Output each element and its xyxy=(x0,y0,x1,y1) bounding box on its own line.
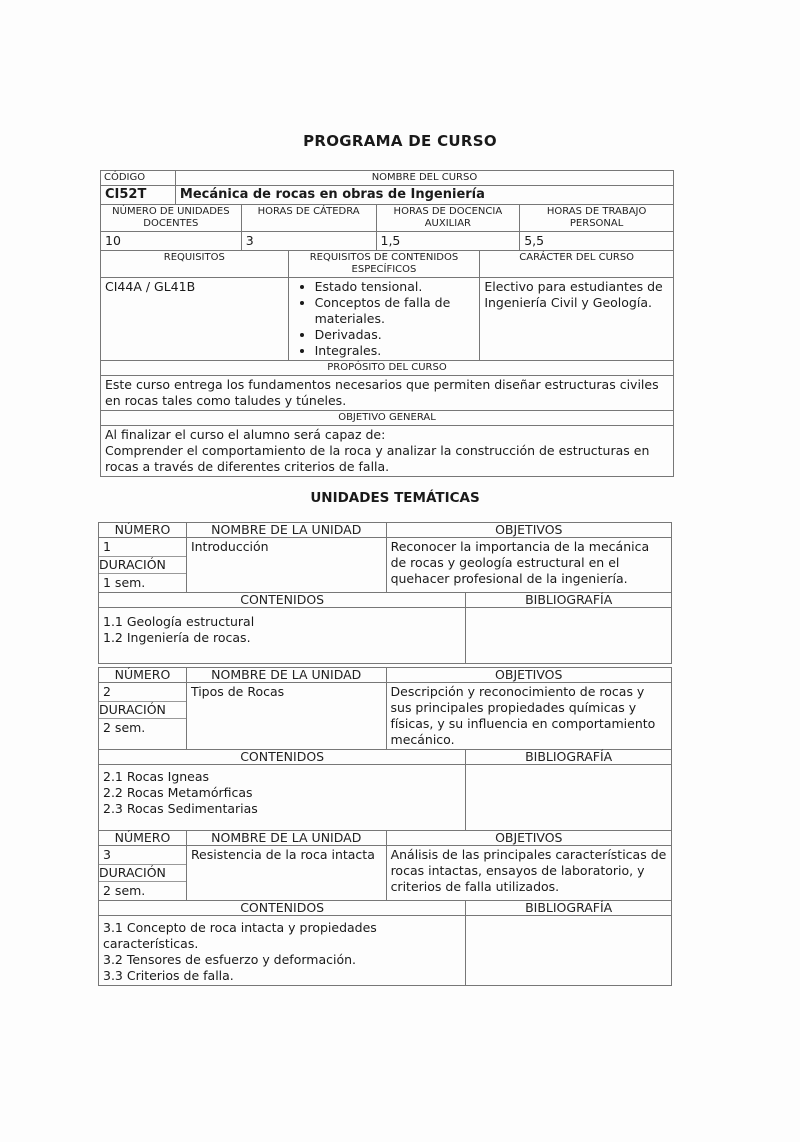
unit-number-label: NÚMERO xyxy=(99,668,187,683)
unit-duration: 2 sem. xyxy=(103,720,146,735)
page-title: PROGRAMA DE CURSO xyxy=(303,132,497,150)
content-req-item: • Integrales. xyxy=(315,343,476,359)
unit-number-label: NÚMERO xyxy=(99,523,187,538)
unit-duration-label: DURACIÓN xyxy=(99,701,186,719)
unit-contents xyxy=(99,608,466,664)
unit-duration: 1 sem. xyxy=(103,575,146,590)
unit-name: Tipos de Rocas xyxy=(186,683,386,750)
content-req-item: • Estado tensional. xyxy=(315,279,476,295)
objective-label: OBJETIVO GENERAL xyxy=(101,411,674,426)
character-label: CARÁCTER DEL CURSO xyxy=(480,251,674,278)
unit-number: 1 xyxy=(103,539,111,554)
unit-name-label: NOMBRE DE LA UNIDAD xyxy=(186,831,386,846)
unit-objectives-label: OBJETIVOS xyxy=(386,523,671,538)
unit-objectives: Análisis de las principales características de rocas intactas, ensayos de laboratorio, y criterios de falla utilizados. xyxy=(386,846,671,901)
course-character: Electivo para estudiantes de Ingeniería Civil y Geología. xyxy=(480,278,674,361)
unit-bibliography-label: BIBLIOGRAFÍA xyxy=(466,750,672,765)
unit-contents xyxy=(99,765,466,831)
objective-line: Comprender el comportamiento de la roca y analizar la construcción de estructuras en rocas a través de diferentes criterios de falla. xyxy=(105,443,650,474)
unit-table xyxy=(98,522,672,664)
requirements-label: REQUISITOS xyxy=(101,251,289,278)
unit-contents-label: CONTENIDOS xyxy=(99,901,466,916)
unit-name: Introducción xyxy=(186,538,386,593)
unit-objectives-label: OBJETIVOS xyxy=(386,831,671,846)
general-objective xyxy=(101,426,674,477)
course-code: CI52T xyxy=(101,186,176,205)
personal-hours-label: HORAS DE TRABAJO PERSONAL xyxy=(520,205,674,232)
unit-objectives: Descripción y reconocimiento de rocas y sus principales propiedades químicas y físicas, y su influencia en comportamiento mecánico. xyxy=(386,683,671,750)
content-req-label: REQUISITOS DE CONTENIDOS ESPECÍFICOS xyxy=(288,251,480,278)
unit-objectives: Reconocer la importancia de la mecánica de rocas y geología estructural en el quehacer profesional de la ingeniería. xyxy=(386,538,671,593)
units-section-title: UNIDADES TEMÁTICAS xyxy=(310,490,480,506)
unit-number-cell xyxy=(99,846,187,901)
course-name: Mecánica de rocas en obras de Ingeniería xyxy=(175,186,673,205)
unit-number-label: NÚMERO xyxy=(99,831,187,846)
chair-hours: 3 xyxy=(241,232,376,251)
unit-content-item: 3.2 Tensores de esfuerzo y deformación. xyxy=(103,952,357,967)
unit-name-label: NOMBRE DE LA UNIDAD xyxy=(186,668,386,683)
chair-hours-label: HORAS DE CÁTEDRA xyxy=(241,205,376,232)
unit-content-item: 1.1 Geología estructural xyxy=(103,614,255,629)
unit-objectives-label: OBJETIVOS xyxy=(386,668,671,683)
unit-bibliography-label: BIBLIOGRAFÍA xyxy=(466,901,672,916)
unit-contents-label: CONTENIDOS xyxy=(99,750,466,765)
unit-contents-label: CONTENIDOS xyxy=(99,593,466,608)
aux-hours: 1,5 xyxy=(376,232,520,251)
unit-table xyxy=(98,830,672,986)
unit-bibliography-label: BIBLIOGRAFÍA xyxy=(466,593,672,608)
content-req-item: • Derivadas. xyxy=(315,327,476,343)
unit-duration-label: DURACIÓN xyxy=(99,864,186,882)
content-requirements xyxy=(288,278,480,361)
units-count-label: NÚMERO DE UNIDADES DOCENTES xyxy=(101,205,242,232)
objective-line: Al finalizar el curso el alumno será capaz de: xyxy=(105,427,386,442)
content-req-item: • Conceptos de falla de materiales. xyxy=(315,295,476,327)
personal-hours: 5,5 xyxy=(520,232,674,251)
unit-content-item: 3.3 Criterios de falla. xyxy=(103,968,234,983)
units-count: 10 xyxy=(101,232,242,251)
unit-table xyxy=(98,667,672,831)
unit-content-item: 2.1 Rocas Igneas xyxy=(103,769,210,784)
unit-contents xyxy=(99,916,466,986)
course-purpose: Este curso entrega los fundamentos necesarios que permiten diseñar estructuras civiles en rocas tales como taludes y túneles. xyxy=(101,376,674,411)
unit-number-cell xyxy=(99,683,187,750)
unit-content-item: 2.2 Rocas Metamórficas xyxy=(103,785,253,800)
course-info-table xyxy=(100,170,674,477)
unit-bibliography xyxy=(466,916,672,986)
unit-number-cell xyxy=(99,538,187,593)
unit-duration: 2 sem. xyxy=(103,883,146,898)
requirements: CI44A / GL41B xyxy=(101,278,289,361)
course-name-label: NOMBRE DEL CURSO xyxy=(175,171,673,186)
code-label: CÓDIGO xyxy=(101,171,176,186)
unit-name-label: NOMBRE DE LA UNIDAD xyxy=(186,523,386,538)
unit-content-item: 2.3 Rocas Sedimentarias xyxy=(103,801,258,816)
unit-bibliography xyxy=(466,765,672,831)
unit-number: 3 xyxy=(103,847,111,862)
unit-name: Resistencia de la roca intacta xyxy=(186,846,386,901)
unit-number: 2 xyxy=(103,684,111,699)
unit-duration-label: DURACIÓN xyxy=(99,556,186,574)
unit-content-item: 3.1 Concepto de roca intacta y propiedades características. xyxy=(103,920,377,951)
unit-bibliography xyxy=(466,608,672,664)
aux-hours-label: HORAS DE DOCENCIA AUXILIAR xyxy=(376,205,520,232)
purpose-label: PROPÓSITO DEL CURSO xyxy=(101,361,674,376)
unit-content-item: 1.2 Ingeniería de rocas. xyxy=(103,630,251,645)
